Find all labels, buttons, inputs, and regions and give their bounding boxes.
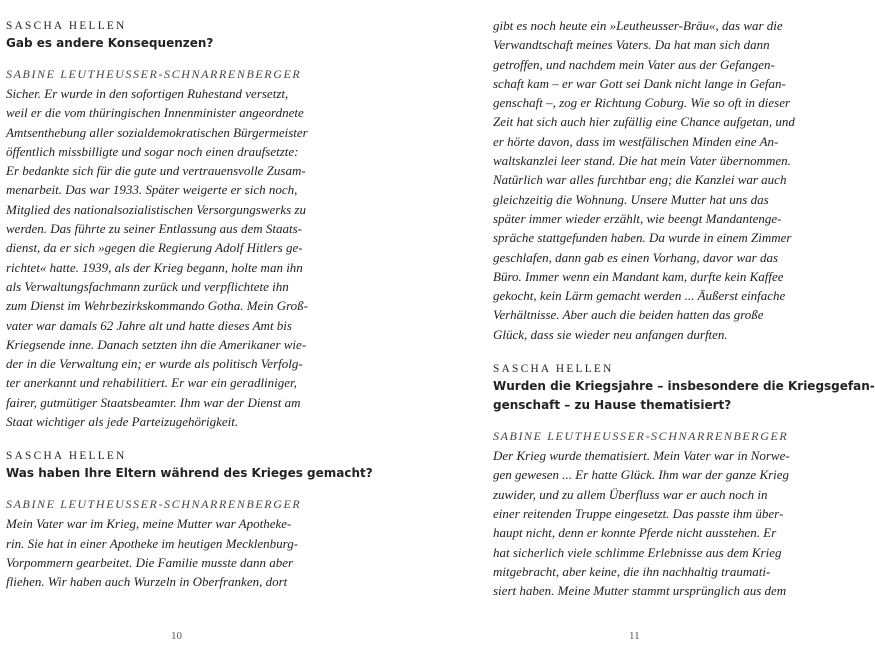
text-line: Zeit hat sich auch hier zufällig eine Chance aufgetan, und <box>493 114 795 130</box>
text-line: zuwider, und zu allem Überfluss war er auch noch in <box>493 486 768 502</box>
answer-paragraph <box>493 16 828 344</box>
text-line: gibt es noch heute ein »Leutheusser-Bräu«, das war die <box>493 18 783 33</box>
text-line: werden. Das führte zu seiner Entlassung aus dem Staats- <box>6 221 302 237</box>
text-line: öffentlich missbilligte und sogar noch einen draufsetzte: <box>6 143 299 159</box>
text-line: als Verwaltungsfachmann zurück und verpflichtete ihn <box>6 278 289 294</box>
text-line: geschlafen, dann gab es einen Vorhang, davor war das <box>493 249 779 265</box>
text-line: Mein Vater war im Krieg, meine Mutter war Apotheke- <box>6 516 292 532</box>
text-line: fliehen. Wir haben auch Wurzeln in Oberfranken, dort <box>6 574 288 590</box>
text-line: rin. Sie hat in einer Apotheke im heutigen Mecklenburg- <box>6 535 299 551</box>
left-page-text <box>6 19 373 592</box>
text-line: schaft kam – er war Gott sei Dank nicht lange in Gefan- <box>493 75 786 91</box>
text-line: mitgebracht, aber keine, die ihn nachhaltig traumati- <box>493 563 771 579</box>
text-line: spräche stattgefunden haben. Da wurde in einem Zimmer <box>493 230 792 246</box>
text-line: richtet« hatte. 1939, als der Krieg begann, holte man ihn <box>6 259 303 275</box>
text-line: Vorpommern gearbeitet. Die Familie musste dann aber <box>6 554 294 570</box>
text-line: später immer wieder erzählt, wie beengt Mandantenge- <box>493 210 782 226</box>
text-line: Verhältnisse. Aber auch die beiden hatten das große <box>493 307 764 323</box>
speaker-label: SABINE LEUTHEUSSER-SCHNARRENBERGER <box>6 497 302 512</box>
right-page-text <box>493 16 875 600</box>
speaker-label: SABINE LEUTHEUSSER-SCHNARRENBERGER <box>6 67 302 81</box>
text-line: der in die Verwaltung ein; er wurde als politisch Verfolg- <box>6 356 303 372</box>
left-page <box>6 0 373 666</box>
question: genschaft – zu Hause thematisiert? <box>493 398 732 413</box>
text-line: Büro. Immer wenn ein Mandant kam, durfte kein Kaffee <box>493 268 784 284</box>
text-line: ter anerkannt und rehabilitiert. Er war ein geradliniger, <box>6 375 297 391</box>
text-line: Verwandtschaft meines Vaters. Da hat man sich dann <box>493 37 770 53</box>
text-line: Sicher. Er wurde in den sofortigen Ruhestand versetzt, <box>6 86 289 101</box>
text-line: haupt nicht, denn er konnte Pferde nicht ausstehen. Er <box>493 525 777 541</box>
text-line: vater war damals 62 Jahre alt und hatte dieses Amt bis <box>6 317 292 333</box>
text-line: Er bedankte sich für die gute und vertrauensvolle Zusam- <box>6 163 306 179</box>
text-line: zum Dienst im Wehrbezirkskommando Gotha. Mein Groß- <box>6 298 308 314</box>
speaker-label: SASCHA HELLEN <box>6 20 127 32</box>
text-line: dienst, da er sich »gegen die Regierung Adolf Hitlers ge- <box>6 240 303 256</box>
answer-paragraph <box>493 446 828 600</box>
question: Gab es andere Konsequenzen? <box>6 36 214 50</box>
text-line: fairer, gutmütiger Staatsbeamter. Ihm war der Dienst am <box>6 394 301 410</box>
text-line: einer reitenden Truppe eingesetzt. Das passte ihm über- <box>493 505 784 521</box>
text-line: Amtsenthebung aller sozialdemokratischen Bürgermeister <box>6 124 308 140</box>
answer-paragraph <box>6 84 351 431</box>
text-line: hat sicherlich viele schlimme Erlebnisse aus dem Krieg <box>493 544 782 560</box>
text-line: siert haben. Meine Mutter stammt ursprünglich aus dem <box>493 583 787 599</box>
question: Was haben Ihre Eltern während des Krieges gemacht? <box>6 466 373 481</box>
page-number: 10 <box>171 630 182 642</box>
text-line: gleichzeitig die Wohnung. Unsere Mutter hat uns das <box>493 191 769 207</box>
text-line: gekocht, kein Lärm gemacht werden ... Äußerst einfache <box>493 288 786 304</box>
text-line: Kriegsende inne. Danach setzten ihn die Amerikaner wie- <box>6 336 307 352</box>
text-line: genschaft –, zog er Richtung Coburg. Wie so oft in dieser <box>493 95 791 111</box>
text-line: weil er die vom thüringischen Innenminister angeordnete <box>6 105 304 121</box>
speaker-label: SASCHA HELLEN <box>493 363 614 376</box>
text-line: Staat wichtiger als jede Parteizugehörigkeit. <box>6 414 239 430</box>
text-line: Glück, dass sie wieder neu anfangen durften. <box>493 326 728 342</box>
text-line: Natürlich war alles furchtbar eng; die Kanzlei war auch <box>493 172 787 188</box>
speaker-label: SABINE LEUTHEUSSER-SCHNARRENBERGER <box>493 429 789 444</box>
answer-paragraph <box>6 514 351 591</box>
question: Wurden die Kriegsjahre – insbesondere die Kriegsgefan- <box>493 379 875 394</box>
text-line: er hörte davon, dass im westfälischen Minden eine An- <box>493 133 779 149</box>
speaker-label: SASCHA HELLEN <box>6 450 127 463</box>
page-number: 11 <box>629 630 640 642</box>
text-line: getroffen, und nachdem mein Vater aus der Gefangen- <box>493 56 775 72</box>
text-line: menarbeit. Das war 1933. Später weigerte er sich noch, <box>6 182 298 198</box>
text-line: Der Krieg wurde thematisiert. Mein Vater war in Norwe- <box>493 448 790 464</box>
text-line: waltskanzlei leer stand. Die hat mein Vater übernommen. <box>493 153 791 169</box>
text-line: gen gewesen ... Er hatte Glück. Ihm war der ganze Krieg <box>493 467 790 483</box>
text-line: Mitglied des nationalsozialistischen Versorgungswerks zu <box>6 201 306 217</box>
right-page <box>493 0 875 666</box>
